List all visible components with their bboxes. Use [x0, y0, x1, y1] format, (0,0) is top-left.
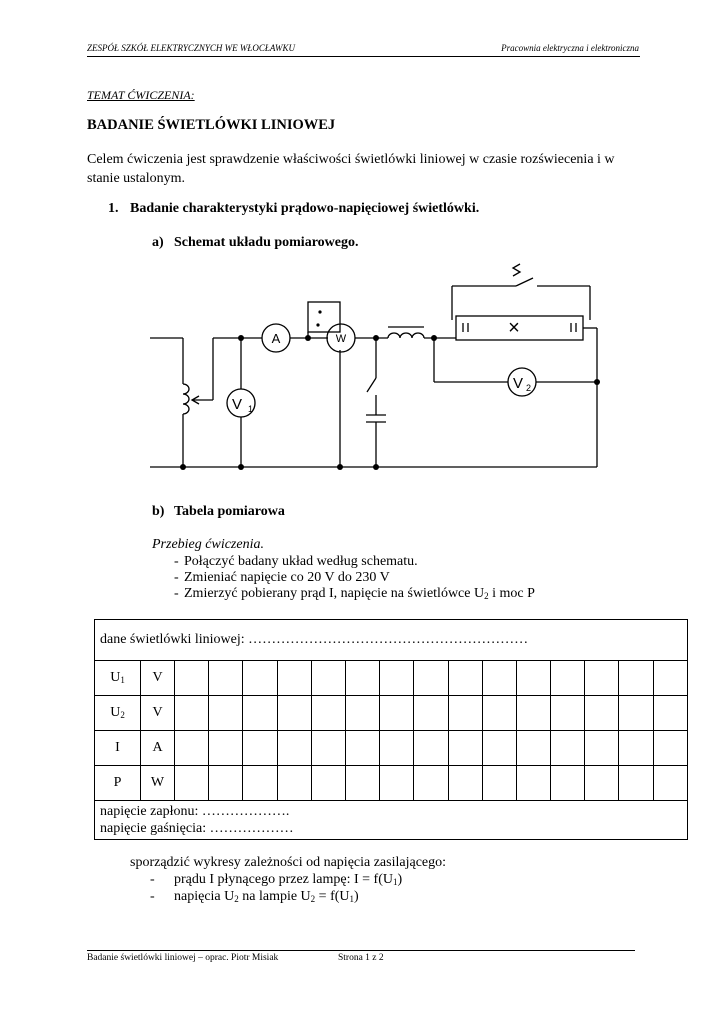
- charts-dash-2: -: [150, 889, 155, 904]
- value-cell[interactable]: [277, 696, 311, 731]
- wattmeter-polarity-dot: [316, 323, 319, 326]
- header-school: ZESPÓŁ SZKÓŁ ELEKTRYCZNYCH WE WŁOCŁAWKU: [87, 43, 296, 53]
- value-cell[interactable]: [345, 766, 379, 801]
- value-cell[interactable]: [175, 661, 209, 696]
- value-cell[interactable]: [551, 696, 585, 731]
- value-cell[interactable]: [414, 661, 448, 696]
- value-cell[interactable]: [619, 696, 653, 731]
- value-cell[interactable]: [380, 696, 414, 731]
- chart-item-2: napięcia $U_2$ na lampie $U_2 = f(U_1)$: [174, 889, 359, 904]
- value-cell[interactable]: [585, 766, 619, 801]
- value-cell[interactable]: [653, 766, 687, 801]
- voltage-notes-cell: [95, 801, 688, 840]
- quantity-cell: $U_1$: [95, 661, 141, 696]
- procedure-dash-1: -: [174, 554, 179, 569]
- value-cell[interactable]: [482, 696, 516, 731]
- value-cell[interactable]: [516, 731, 550, 766]
- procedure-dash-3: -: [174, 586, 179, 601]
- wattmeter-polarity-dot: [318, 310, 321, 313]
- value-cell[interactable]: [209, 696, 243, 731]
- junction-dot: [373, 335, 379, 341]
- value-cell[interactable]: [209, 766, 243, 801]
- quantity-cell: P: [95, 766, 141, 801]
- procedure-step-3: Zmierzyć pobierany prąd I, napięcie na świetlówce $U_2$ i moc P: [184, 586, 535, 601]
- footer-rule: [87, 950, 635, 951]
- intro-line-1: Celem ćwiczenia jest sprawdzenie właściwości świetlówki liniowej w czasie rozświecenia i w: [87, 152, 615, 167]
- value-cell[interactable]: [243, 731, 277, 766]
- topic-label: TEMAT ĆWICZENIA:: [87, 88, 195, 102]
- value-cell[interactable]: [243, 766, 277, 801]
- value-cell[interactable]: [551, 731, 585, 766]
- value-cell[interactable]: [243, 661, 277, 696]
- extinction-voltage: napięcie gaśnięcia: ………………: [100, 821, 294, 836]
- value-cell[interactable]: [516, 661, 550, 696]
- unit-cell: A: [141, 731, 175, 766]
- unit-cell: V: [141, 661, 175, 696]
- value-cell[interactable]: [243, 696, 277, 731]
- value-cell[interactable]: [380, 766, 414, 801]
- wattmeter-label: W: [335, 333, 347, 345]
- value-cell[interactable]: [653, 661, 687, 696]
- header-lab: Pracownia elektryczna i elektroniczna: [501, 43, 639, 53]
- value-cell[interactable]: [653, 696, 687, 731]
- junction-dot: [238, 464, 244, 470]
- switch-blade: [516, 278, 533, 286]
- subsection-b-title: Tabela pomiarowa: [174, 504, 285, 519]
- value-cell[interactable]: [175, 696, 209, 731]
- choke-coil: [388, 333, 424, 338]
- procedure-step-2: Zmieniać napięcie co 20 V do 230 V: [184, 570, 390, 585]
- value-cell[interactable]: [516, 766, 550, 801]
- value-cell[interactable]: [448, 766, 482, 801]
- voltmeter-1-label: V: [231, 396, 243, 413]
- junction-dot: [373, 464, 379, 470]
- value-cell[interactable]: [209, 661, 243, 696]
- wattmeter-voltage-coil: [308, 302, 340, 332]
- ignition-voltage: napięcie zapłonu: ……………….: [100, 804, 290, 819]
- junction-dot: [180, 464, 186, 470]
- autotransformer-coil: [183, 384, 189, 414]
- value-cell[interactable]: [414, 731, 448, 766]
- lamp-data-cell: dane świetlówki liniowej: ……………………………………………………: [95, 620, 688, 661]
- subsection-a-title: Schemat układu pomiarowego.: [174, 235, 359, 250]
- table-row: [95, 731, 688, 766]
- junction-dot: [238, 335, 244, 341]
- value-cell[interactable]: [551, 661, 585, 696]
- unit-cell: W: [141, 766, 175, 801]
- subsection-a-letter: a): [152, 235, 164, 250]
- value-cell[interactable]: [585, 696, 619, 731]
- voltmeter-2-subscript: 2: [526, 383, 532, 393]
- value-cell[interactable]: [277, 766, 311, 801]
- voltmeter-1-subscript: 1: [248, 404, 254, 414]
- intro-line-2: stanie ustalonym.: [87, 171, 185, 186]
- starter-switch-blade: [367, 378, 376, 392]
- value-cell[interactable]: [448, 661, 482, 696]
- value-cell[interactable]: [414, 696, 448, 731]
- ammeter-label: A: [271, 331, 281, 346]
- value-cell[interactable]: [175, 731, 209, 766]
- value-cell[interactable]: [311, 731, 345, 766]
- value-cell[interactable]: [619, 661, 653, 696]
- charts-instruction: sporządzić wykresy zależności od napięcia zasilającego:: [130, 855, 447, 870]
- lamp-data-row: [95, 620, 688, 661]
- value-cell[interactable]: [482, 661, 516, 696]
- value-cell[interactable]: [516, 696, 550, 731]
- value-cell[interactable]: [345, 696, 379, 731]
- junction-dot: [305, 335, 311, 341]
- procedure-step-1: Połączyć badany układ według schematu.: [184, 554, 418, 569]
- value-cell[interactable]: [380, 661, 414, 696]
- quantity-cell: $U_2$: [95, 696, 141, 731]
- value-cell[interactable]: [345, 661, 379, 696]
- value-cell[interactable]: [653, 731, 687, 766]
- chart-item-1: prądu I płynącego przez lampę: $I = f(U_1)$: [174, 872, 403, 887]
- section-1-title: Badanie charakterystyki prądowo-napięciowej świetlówki.: [130, 201, 480, 216]
- table-row: [95, 661, 688, 696]
- value-cell[interactable]: [380, 731, 414, 766]
- value-cell[interactable]: [277, 661, 311, 696]
- value-cell[interactable]: [585, 661, 619, 696]
- table-row: [95, 696, 688, 731]
- quantity-cell: I: [95, 731, 141, 766]
- circuit-diagram: [0, 0, 724, 500]
- procedure-heading: Przebieg ćwiczenia.: [152, 537, 264, 552]
- value-cell[interactable]: [414, 766, 448, 801]
- junction-dot: [431, 335, 437, 341]
- lamp-symbol: ×: [508, 317, 520, 339]
- value-cell[interactable]: [345, 731, 379, 766]
- value-cell[interactable]: [311, 661, 345, 696]
- junction-dot: [594, 379, 600, 385]
- value-cell[interactable]: [311, 696, 345, 731]
- value-cell[interactable]: [482, 731, 516, 766]
- value-cell[interactable]: [175, 766, 209, 801]
- value-cell[interactable]: [209, 731, 243, 766]
- table-row: [95, 766, 688, 801]
- voltmeter-2-label: V: [512, 375, 524, 392]
- value-cell[interactable]: [619, 766, 653, 801]
- page-title: BADANIE ŚWIETLÓWKI LINIOWEJ: [87, 117, 336, 133]
- value-cell[interactable]: [277, 731, 311, 766]
- value-cell[interactable]: [585, 731, 619, 766]
- procedure-dash-2: -: [174, 570, 179, 585]
- junction-dot: [337, 464, 343, 470]
- value-cell[interactable]: [619, 731, 653, 766]
- value-cell[interactable]: [311, 766, 345, 801]
- unit-cell: V: [141, 696, 175, 731]
- measurement-table: [94, 619, 688, 840]
- value-cell[interactable]: [448, 696, 482, 731]
- voltage-notes-row: [95, 801, 688, 840]
- value-cell[interactable]: [482, 766, 516, 801]
- value-cell[interactable]: [551, 766, 585, 801]
- switch-actuator: [513, 264, 520, 276]
- subsection-b-letter: b): [152, 504, 165, 519]
- charts-dash-1: -: [150, 872, 155, 887]
- footer-left: Badanie świetlówki liniowej – oprac. Piotr Misiak: [87, 953, 279, 963]
- section-1-number: 1.: [108, 201, 119, 216]
- value-cell[interactable]: [448, 731, 482, 766]
- footer-page-number: Strona 1 z 2: [338, 953, 384, 963]
